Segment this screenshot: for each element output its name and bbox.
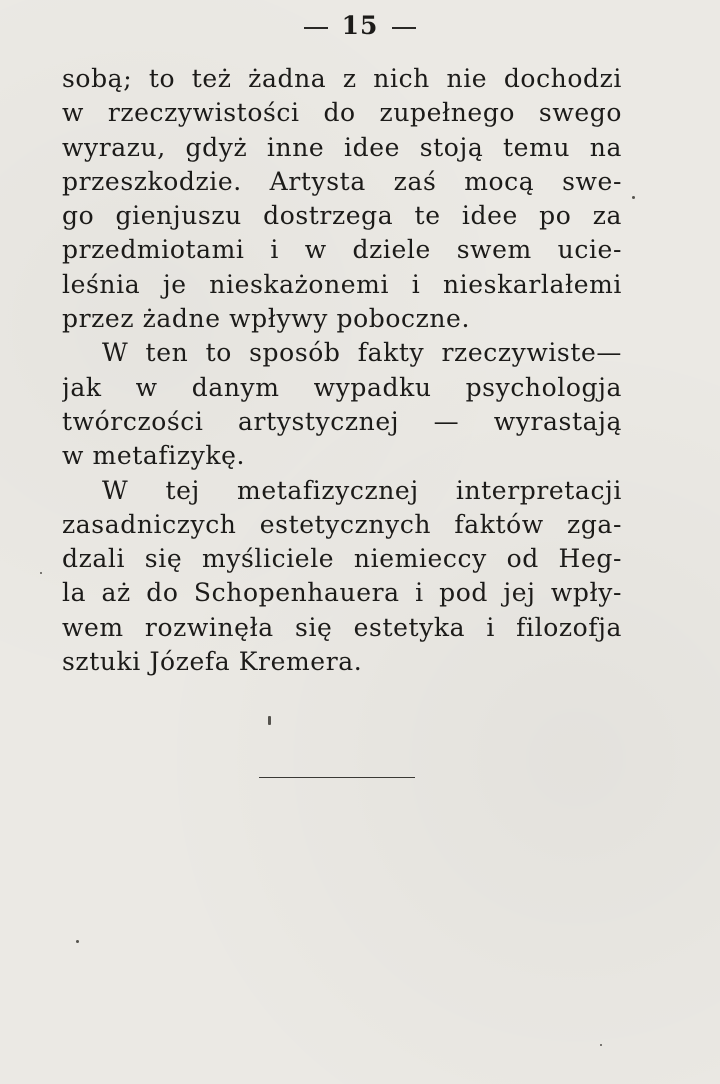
text-line: la aż do Schopenhauera i pod jej wpły- bbox=[62, 578, 622, 608]
paper-speck bbox=[632, 196, 635, 199]
text-line: sobą; to też żadna z nich nie dochodzi bbox=[62, 64, 622, 93]
text-line: sztuki Józefa Kremera. bbox=[62, 647, 363, 677]
body-text bbox=[62, 62, 622, 679]
paper-speck bbox=[600, 1044, 602, 1046]
header-dash-right bbox=[392, 27, 416, 29]
section-end-rule bbox=[259, 777, 415, 778]
paper-speck bbox=[40, 572, 42, 574]
text-line: przeszkodzie. Artysta zaś mocą swe- bbox=[62, 166, 622, 196]
text-line: w metafizykę. bbox=[62, 441, 246, 471]
text-line: twórczości artystycznej — wyrastają bbox=[62, 406, 622, 436]
text-line: dzali się myśliciele niemieccy od Heg- bbox=[62, 544, 622, 574]
text-line: wyrazu, gdyż inne idee stoją temu na bbox=[62, 132, 622, 162]
text-line: przedmiotami i w dziele swem ucie- bbox=[62, 235, 622, 265]
page-header bbox=[0, 8, 720, 44]
text-line: przez żadne wpływy poboczne. bbox=[62, 304, 470, 334]
paper-speck bbox=[268, 716, 271, 725]
paragraph-start-line: W ten to sposób fakty rzeczywiste— bbox=[102, 338, 622, 368]
text-line: zasadniczych estetycznych faktów zga- bbox=[62, 509, 622, 539]
paragraph-start-line: W tej metafizycznej interpretacji bbox=[102, 475, 622, 505]
text-line: w rzeczywistości do zupełnego swego bbox=[62, 98, 622, 128]
paper-speck bbox=[76, 940, 79, 943]
page-number: 15 bbox=[341, 11, 379, 40]
text-line: wem rozwinęła się estetyka i filozofja bbox=[62, 612, 622, 642]
header-dash-left bbox=[304, 27, 328, 29]
text-line: leśnia je nieskażonemi i nieskarlałemi bbox=[62, 269, 622, 299]
text-line: go gienjuszu dostrzega te idee po za bbox=[62, 201, 622, 231]
text-line: jak w danym wypadku psychologja bbox=[62, 372, 622, 402]
